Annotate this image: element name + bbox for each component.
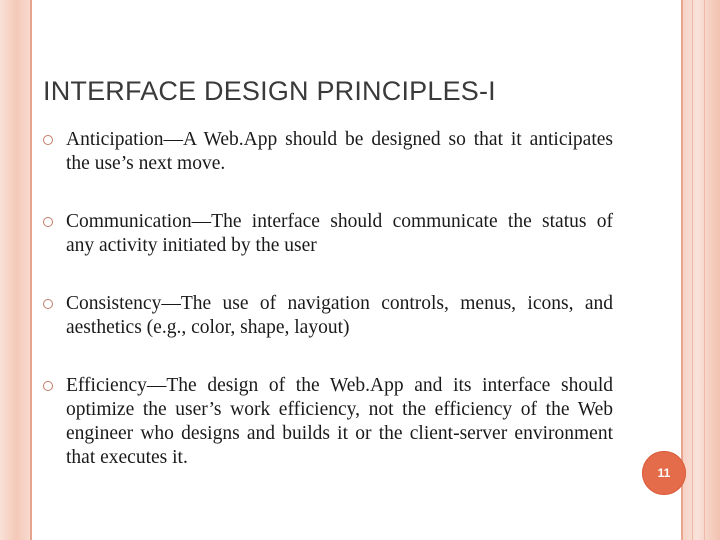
slide-title: INTERFACE DESIGN PRINCIPLES-I <box>43 76 496 106</box>
circle-bullet-icon <box>43 135 53 145</box>
bullet-text: Communication—The interface should communicate the status of any activity initiated by the user <box>66 211 613 256</box>
bullet-list <box>43 128 613 470</box>
circle-bullet-icon <box>43 299 53 309</box>
circle-bullet-icon <box>43 217 53 227</box>
bullet-item-efficiency <box>43 374 613 470</box>
left-band-divider <box>30 0 32 540</box>
right-band-stripe <box>704 0 705 540</box>
right-decorative-band <box>682 0 720 540</box>
bullet-text: Efficiency—The design of the Web.App and its interface should optimize the user’s work efficiency, not the efficiency of the Web engineer who designs and builds it or the client-server environment that executes it. <box>66 375 613 468</box>
bullet-item-communication <box>43 210 613 258</box>
left-decorative-band <box>0 0 30 540</box>
bullet-text: Anticipation—A Web.App should be designed so that it anticipates the use’s next move. <box>66 129 613 174</box>
bullet-item-anticipation <box>43 128 613 176</box>
page-number-badge: 11 <box>642 451 686 495</box>
bullet-text: Consistency—The use of navigation controls, menus, icons, and aesthetics (e.g., color, shape, layout) <box>66 293 613 338</box>
circle-bullet-icon <box>43 381 53 391</box>
right-band-stripe <box>692 0 693 540</box>
bullet-item-consistency <box>43 292 613 340</box>
